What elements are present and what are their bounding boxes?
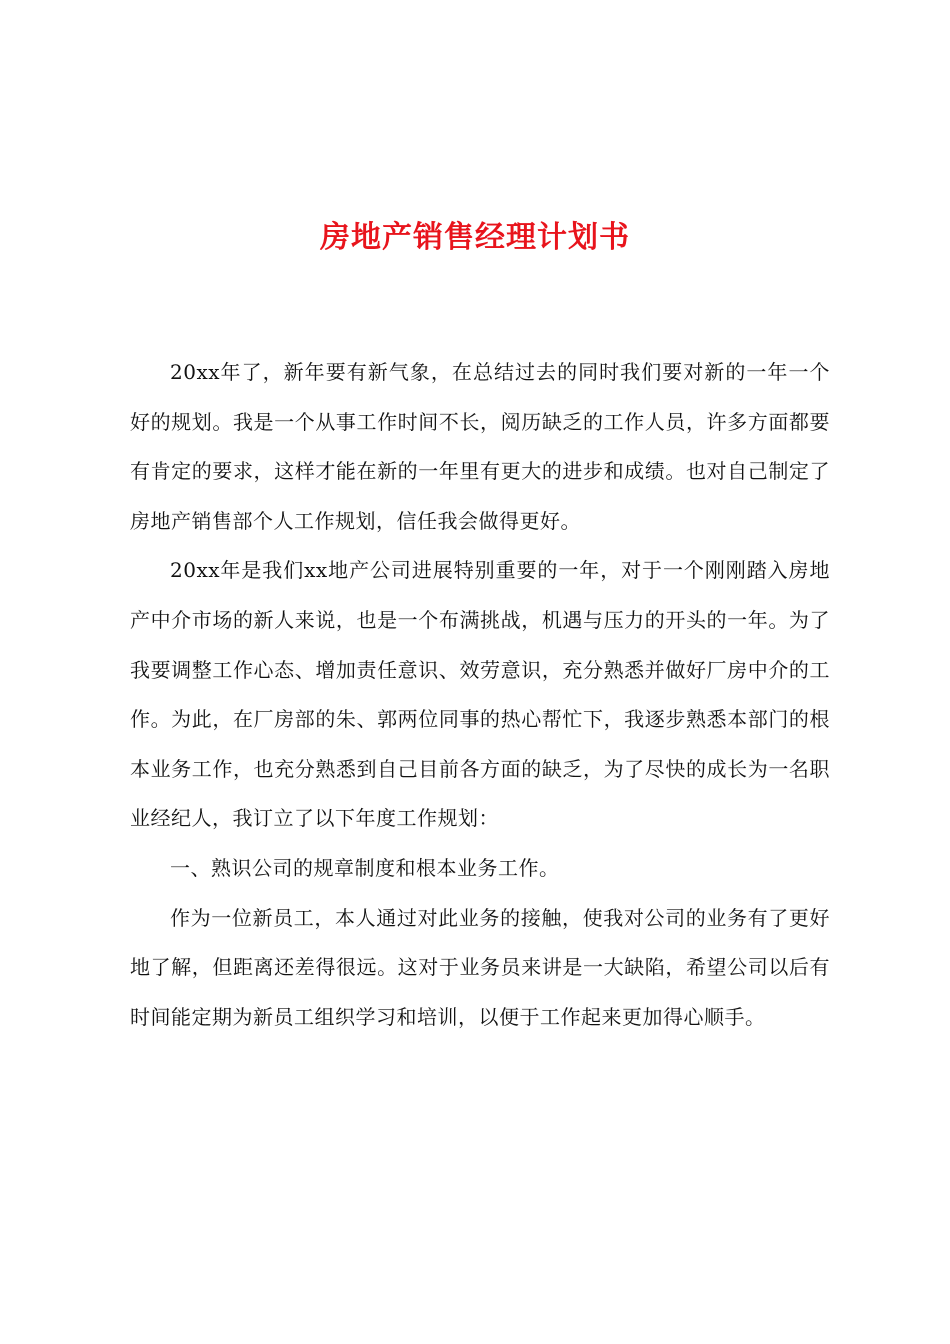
document-title: 房地产销售经理计划书	[320, 220, 630, 255]
document-body	[130, 348, 830, 1042]
paragraph-section-1: 作为一位新员工，本人通过对此业务的接触，使我对公司的业务有了更好地了解，但距离还差得很远。这对于业务员来讲是一大缺陷，希望公司以后有时间能定期为新员工组织学习和培训，以便于工作起来更加得心顺手。	[130, 905, 830, 1029]
section-heading-1: 一、熟识公司的规章制度和根本业务工作。	[170, 855, 560, 880]
paragraph-annual-plan: 20xx年是我们xx地产公司进展特别重要的一年，对于一个刚刚踏入房地产中介市场的新人来说，也是一个布满挑战，机遇与压力的开头的一年。为了我要调整工作心态、增加责任意识、效劳意识，充分熟悉并做好厂房中介的工作。为此，在厂房部的朱、郭两位同事的热心帮忙下，我逐步熟悉本部门的根本业务工作，也充分熟悉到自己目前各方面的缺乏，为了尽快的成长为一名职业经纪人，我订立了以下年度工作规划：	[130, 558, 830, 831]
paragraph-intro: 20xx年了，新年要有新气象，在总结过去的同时我们要对新的一年一个好的规划。我是一个从事工作时间不长，阅历缺乏的工作人员，许多方面都要有肯定的要求，这样才能在新的一年里有更大的进步和成绩。也对自己制定了房地产销售部个人工作规划，信任我会做得更好。	[130, 360, 830, 533]
